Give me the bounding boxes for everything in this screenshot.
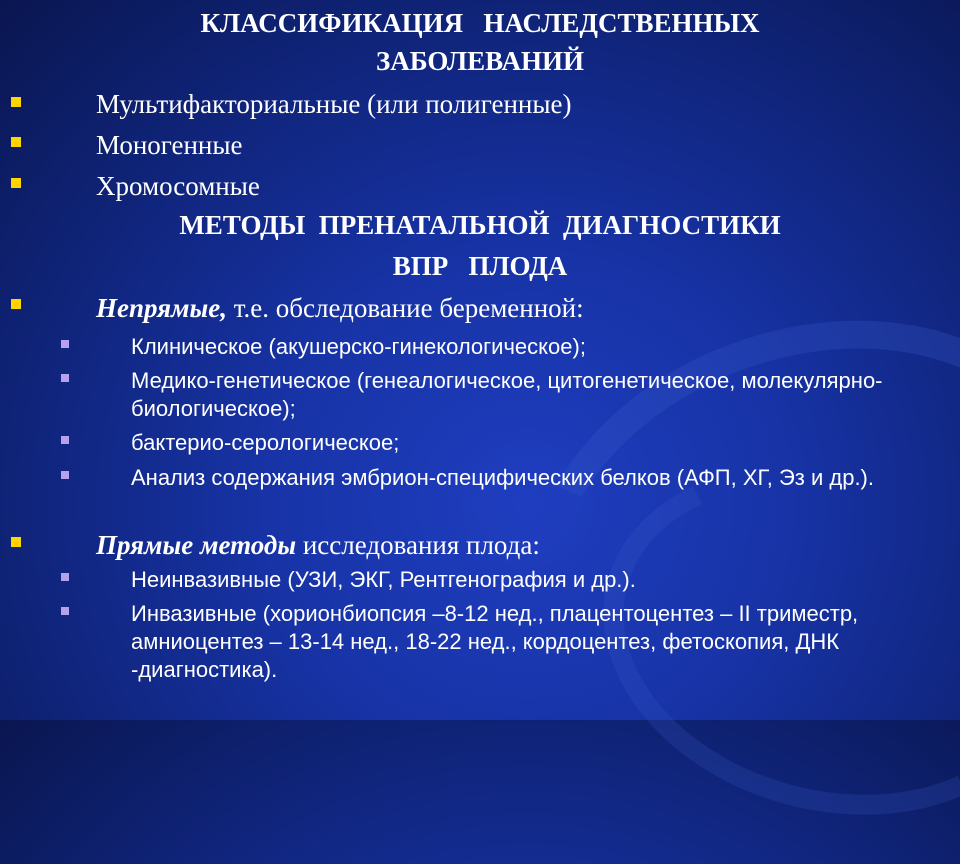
indirect-method-item: Клиническое (акушерско-гинекологическое); [131, 334, 586, 359]
sub-bullet-icon [61, 436, 69, 444]
direct-method-item: Инвазивные (хорионбиопсия –8-12 нед., плацентоцентез – II триместр, амниоцентез – 13-14 нед., 18-22 нед., кордоцентез, фетоскопия, ДНК -диагностика). [131, 601, 859, 682]
sub-bullet-icon [61, 374, 69, 382]
indirect-description: т.е. обследование беременной: [227, 293, 584, 323]
indirect-method-item: Медико-генетическое (генеалогическое, цитогенетическое, молекулярно-биологическое); [131, 368, 883, 421]
classification-item: Хромосомные [96, 171, 260, 201]
direct-description: исследования плода: [296, 530, 540, 560]
sub-bullet-icon [61, 573, 69, 581]
indirect-methods-heading [96, 292, 584, 324]
indirect-emphasis: Непрямые, [96, 293, 228, 323]
direct-methods-heading [96, 529, 540, 561]
bullet-square-icon [11, 299, 21, 309]
classification-title-line2: ЗАБОЛЕВАНИЙ [375, 46, 584, 76]
indirect-method-item: Анализ содержания эмбрион-специфических белков (АФП, ХГ, Эз и др.). [131, 465, 874, 490]
sub-bullet-icon [61, 340, 69, 348]
sub-bullet-icon [61, 607, 69, 615]
direct-method-item: Неинвазивные (УЗИ, ЭКГ, Рентгенография и др.). [131, 567, 636, 592]
bullet-square-icon [11, 537, 21, 547]
indirect-method-item: бактерио-серологическое; [131, 430, 400, 455]
classification-item: Мультифакториальные (или полигенные) [96, 89, 572, 119]
classification-title-line1: КЛАССИФИКАЦИЯ НАСЛЕДСТВЕННЫХ [200, 8, 760, 38]
bullet-square-icon [11, 178, 21, 188]
sub-bullet-icon [61, 471, 69, 479]
bullet-square-icon [11, 97, 21, 107]
methods-title-line2: ВПР ПЛОДА [392, 251, 568, 281]
direct-emphasis: Прямые методы [96, 530, 297, 560]
bullet-square-icon [11, 137, 21, 147]
methods-title-line1: МЕТОДЫ ПРЕНАТАЛЬНОЙ ДИАГНОСТИКИ [179, 210, 781, 240]
classification-item: Моногенные [96, 130, 243, 160]
